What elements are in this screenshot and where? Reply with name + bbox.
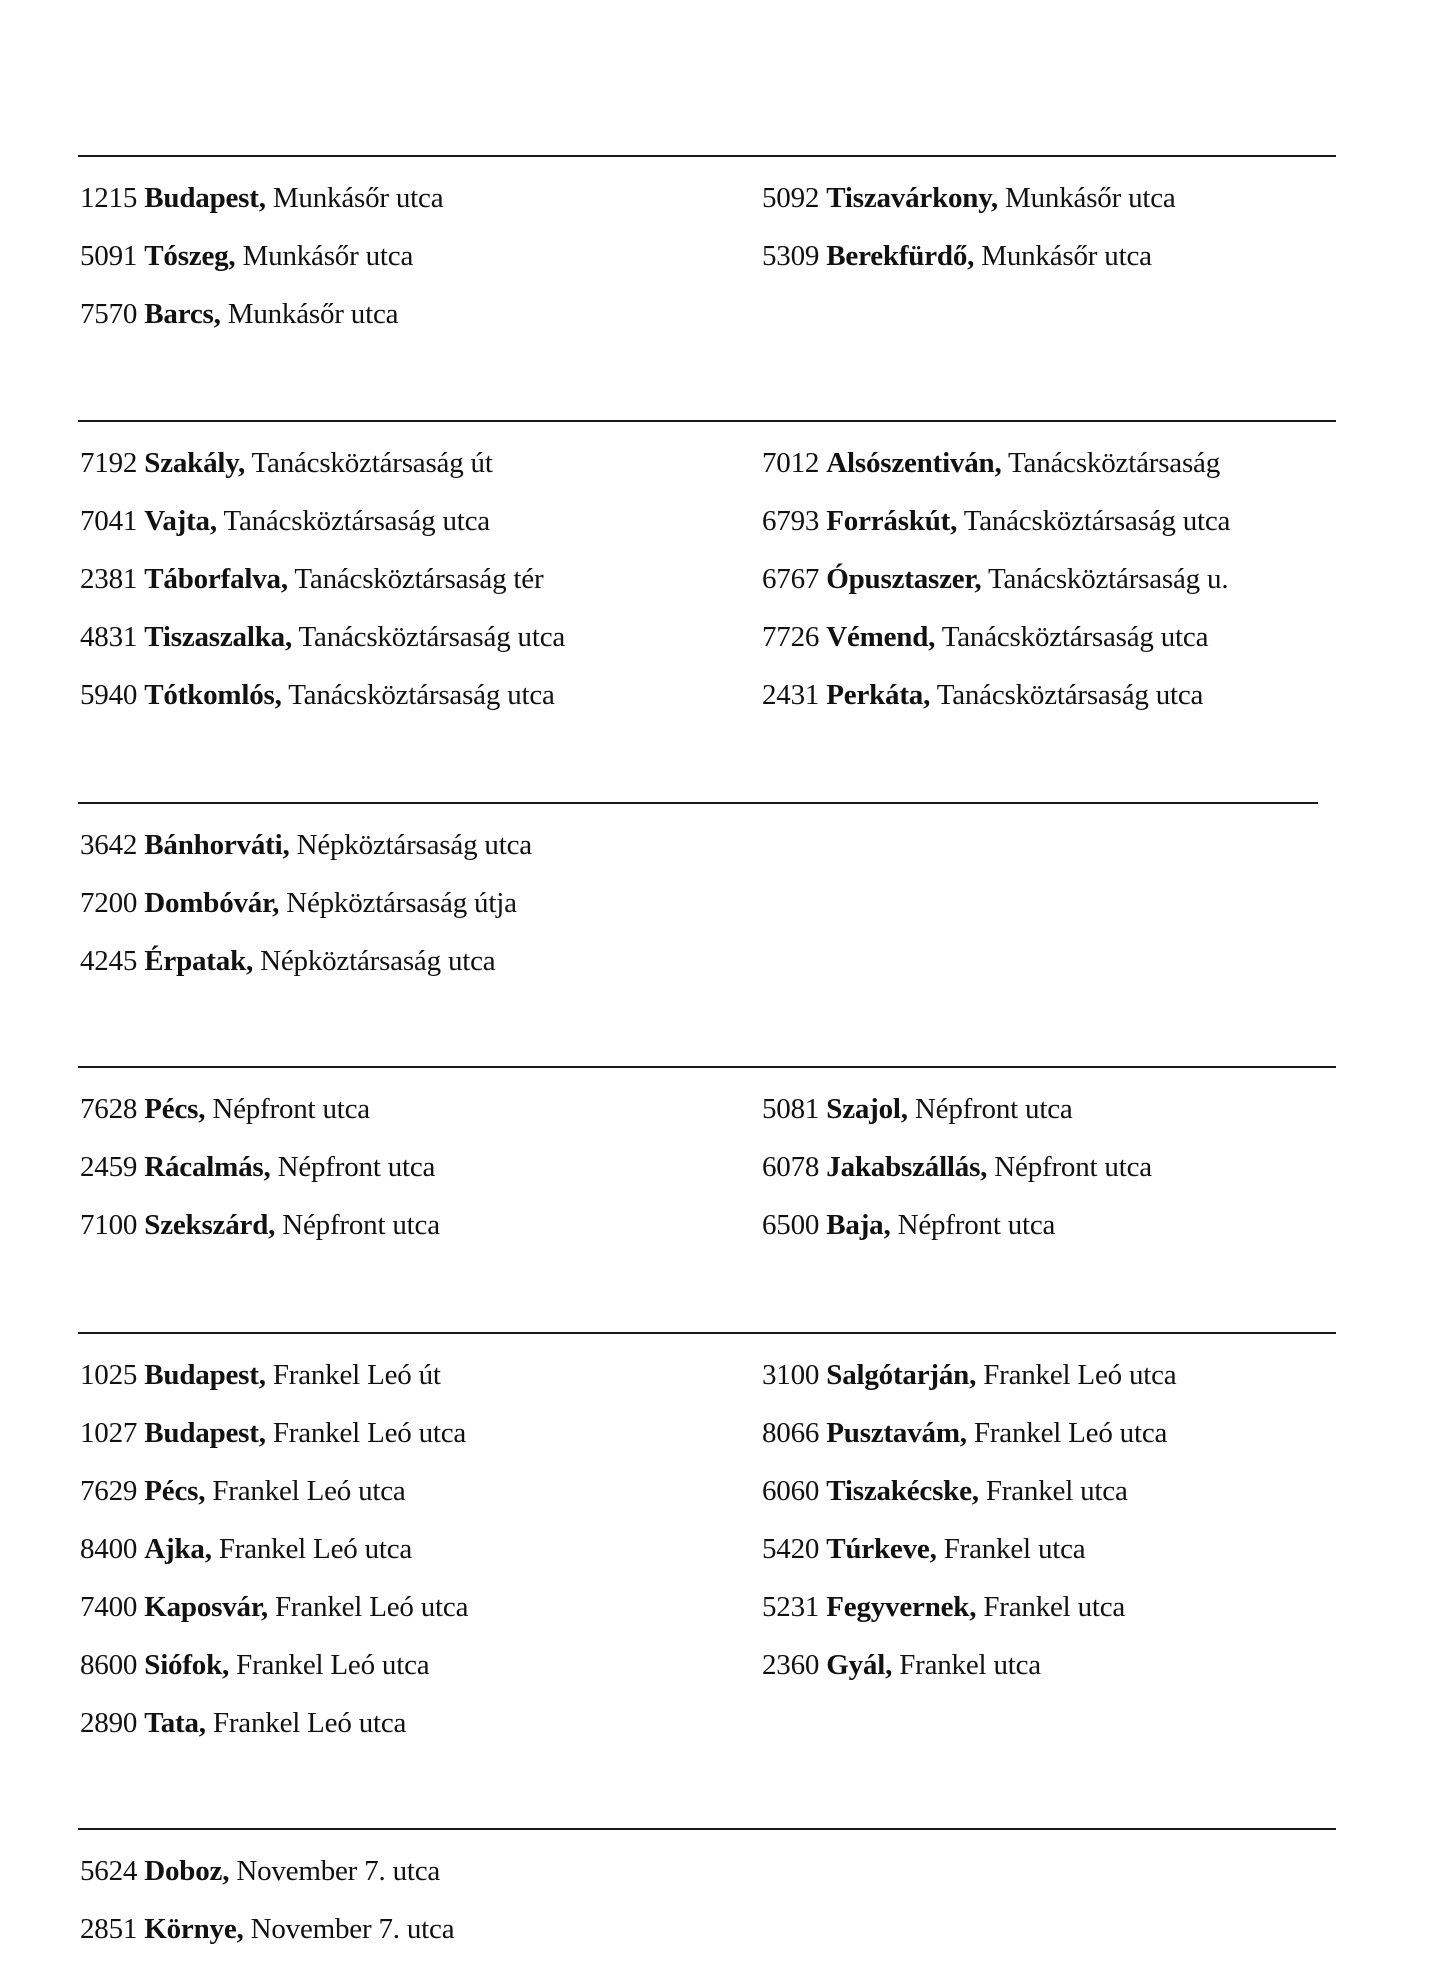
address-entry <box>80 562 543 596</box>
street-name: Frankel Leó utca <box>983 1359 1177 1391</box>
address-entry <box>762 1092 1073 1126</box>
postal-code: 5624 <box>80 1855 138 1887</box>
street-name: Frankel utca <box>983 1591 1126 1623</box>
city-name: Doboz, <box>144 1855 230 1887</box>
city-name: Berekfürdő, <box>826 240 975 272</box>
postal-code: 3642 <box>80 829 138 861</box>
city-name: Érpatak, <box>144 945 254 977</box>
address-entry <box>762 446 1220 480</box>
address-entry <box>80 181 443 215</box>
street-name: Tanácsköztársaság út <box>251 447 493 479</box>
street-name: Frankel Leó utca <box>218 1533 413 1565</box>
city-name: Környe, <box>144 1913 244 1945</box>
address-entry <box>80 1416 466 1450</box>
postal-code: 6767 <box>762 563 820 595</box>
city-name: Tata, <box>144 1707 206 1739</box>
city-name: Vajta, <box>144 505 217 537</box>
street-name: Frankel Leó utca <box>274 1591 469 1623</box>
address-entry <box>80 1706 406 1740</box>
street-name: Tanácsköztársaság u. <box>988 563 1229 595</box>
postal-code: 5081 <box>762 1093 820 1125</box>
city-name: Tiszakécske, <box>826 1475 979 1507</box>
postal-code: 2459 <box>80 1151 138 1183</box>
postal-code: 2381 <box>80 563 138 595</box>
address-entry <box>762 181 1176 215</box>
city-name: Táborfalva, <box>144 563 288 595</box>
postal-code: 7200 <box>80 887 138 919</box>
address-entry <box>762 1358 1176 1392</box>
postal-code: 1215 <box>80 182 138 214</box>
postal-code: 6793 <box>762 505 820 537</box>
city-name: Perkáta, <box>826 679 931 711</box>
address-entry <box>762 1416 1167 1450</box>
address-entry <box>762 504 1230 538</box>
street-name: November 7. utca <box>250 1913 455 1945</box>
address-entry <box>80 678 555 712</box>
postal-code: 7192 <box>80 447 138 479</box>
street-name: Tanácsköztársaság utca <box>941 621 1209 653</box>
street-name: Tanácsköztársaság utca <box>298 621 566 653</box>
address-entry <box>80 1648 429 1682</box>
address-entry <box>762 1532 1085 1566</box>
city-name: Szajol, <box>826 1093 908 1125</box>
address-entry <box>80 944 495 978</box>
address-entry <box>762 562 1228 596</box>
address-entry <box>80 1092 370 1126</box>
city-name: Pusztavám, <box>826 1417 967 1449</box>
postal-code: 6060 <box>762 1475 820 1507</box>
address-entry <box>762 1648 1041 1682</box>
postal-code: 5940 <box>80 679 138 711</box>
city-name: Tótkomlós, <box>144 679 282 711</box>
city-name: Barcs, <box>144 298 221 330</box>
street-name: Népfront utca <box>277 1151 436 1183</box>
section-divider-rule <box>78 802 1318 804</box>
street-name: Népfront utca <box>212 1093 370 1125</box>
city-name: Fegyvernek, <box>826 1591 977 1623</box>
postal-code: 7400 <box>80 1591 138 1623</box>
postal-code: 7570 <box>80 298 138 330</box>
city-name: Ópusztaszer, <box>826 563 982 595</box>
address-entry <box>80 239 413 273</box>
section-divider-rule <box>78 1332 1336 1334</box>
city-name: Budapest, <box>144 1417 266 1449</box>
address-entry <box>80 1150 435 1184</box>
address-entry <box>762 678 1203 712</box>
address-entry <box>80 1208 440 1242</box>
street-name: Tanácsköztársaság utca <box>936 679 1204 711</box>
street-name: Frankel Leó utca <box>212 1707 407 1739</box>
address-entry <box>80 297 398 331</box>
postal-code: 5309 <box>762 240 820 272</box>
city-name: Salgótarján, <box>826 1359 977 1391</box>
street-name: Frankel Leó utca <box>212 1475 406 1507</box>
street-name: Munkásőr utca <box>981 240 1152 272</box>
address-entry <box>80 504 490 538</box>
address-entry <box>762 1590 1125 1624</box>
postal-code: 5092 <box>762 182 820 214</box>
postal-code: 5091 <box>80 240 138 272</box>
city-name: Dombóvár, <box>144 887 280 919</box>
address-entry <box>762 1150 1152 1184</box>
city-name: Forráskút, <box>826 505 958 537</box>
city-name: Pécs, <box>144 1475 206 1507</box>
postal-code: 8066 <box>762 1417 820 1449</box>
address-entry <box>80 620 565 654</box>
postal-code: 2851 <box>80 1913 138 1945</box>
street-name: Népfront utca <box>282 1209 440 1241</box>
address-entry <box>80 1358 441 1392</box>
street-name: Frankel Leó utca <box>973 1417 1168 1449</box>
postal-code: 5231 <box>762 1591 820 1623</box>
postal-code: 8400 <box>80 1533 138 1565</box>
postal-code: 7726 <box>762 621 820 653</box>
section-divider-rule <box>78 1066 1336 1068</box>
city-name: Ajka, <box>144 1533 212 1565</box>
address-entry <box>762 239 1152 273</box>
street-name: Népfront utca <box>994 1151 1152 1183</box>
postal-code: 5420 <box>762 1533 820 1565</box>
postal-code: 6078 <box>762 1151 820 1183</box>
postal-code: 1027 <box>80 1417 138 1449</box>
city-name: Tiszaszalka, <box>144 621 292 653</box>
postal-code: 4831 <box>80 621 138 653</box>
street-name: Frankel Leó utca <box>272 1417 467 1449</box>
city-name: Siófok, <box>144 1649 230 1681</box>
street-name: November 7. utca <box>236 1855 441 1887</box>
postal-code: 2431 <box>762 679 820 711</box>
street-name: Tanácsköztársaság tér <box>294 563 544 595</box>
street-name: Munkásőr utca <box>1005 182 1176 214</box>
city-name: Baja, <box>826 1209 891 1241</box>
postal-code: 2890 <box>80 1707 138 1739</box>
postal-code: 3100 <box>762 1359 820 1391</box>
postal-code: 7100 <box>80 1209 138 1241</box>
city-name: Budapest, <box>144 1359 266 1391</box>
street-name: Népköztársaság utca <box>296 829 532 861</box>
city-name: Pécs, <box>144 1093 206 1125</box>
city-name: Szekszárd, <box>144 1209 276 1241</box>
city-name: Túrkeve, <box>826 1533 937 1565</box>
postal-code: 1025 <box>80 1359 138 1391</box>
street-name: Tanácsköztársaság utca <box>963 505 1231 537</box>
address-entry <box>80 1912 454 1946</box>
street-name: Munkásőr utca <box>227 298 399 330</box>
street-name: Népköztársaság útja <box>286 887 517 919</box>
city-name: Kaposvár, <box>144 1591 268 1623</box>
street-name: Frankel utca <box>899 1649 1041 1681</box>
address-entry <box>80 1474 406 1508</box>
address-entry <box>762 620 1208 654</box>
street-name: Népköztársaság utca <box>260 945 496 977</box>
address-entry <box>80 1532 412 1566</box>
address-entry <box>80 886 517 920</box>
postal-code: 4245 <box>80 945 138 977</box>
postal-code: 6500 <box>762 1209 820 1241</box>
street-name: Frankel utca <box>985 1475 1128 1507</box>
postal-code: 7629 <box>80 1475 138 1507</box>
street-name: Tanácsköztársaság <box>1008 447 1221 479</box>
address-entry <box>80 1854 440 1888</box>
section-divider-rule <box>78 1828 1336 1830</box>
section-divider-rule <box>78 155 1336 157</box>
postal-code: 7041 <box>80 505 138 537</box>
section-divider-rule <box>78 420 1336 422</box>
postal-code: 7628 <box>80 1093 138 1125</box>
city-name: Tószeg, <box>144 240 236 272</box>
street-name: Népfront utca <box>914 1093 1073 1125</box>
city-name: Alsószentiván, <box>826 447 1002 479</box>
address-entry <box>80 828 532 862</box>
address-entry <box>80 1590 468 1624</box>
address-entry <box>762 1208 1055 1242</box>
city-name: Vémend, <box>826 621 936 653</box>
city-name: Rácalmás, <box>144 1151 271 1183</box>
city-name: Jakabszállás, <box>826 1151 988 1183</box>
street-name: Népfront utca <box>897 1209 1056 1241</box>
postal-code: 7012 <box>762 447 820 479</box>
postal-code: 8600 <box>80 1649 138 1681</box>
city-name: Budapest, <box>144 182 266 214</box>
street-name: Frankel utca <box>943 1533 1086 1565</box>
street-name: Tanácsköztársaság utca <box>288 679 555 711</box>
address-entry <box>80 446 493 480</box>
city-name: Bánhorváti, <box>144 829 290 861</box>
street-name: Frankel Leó út <box>272 1359 441 1391</box>
address-entry <box>762 1474 1128 1508</box>
street-name: Munkásőr utca <box>272 182 444 214</box>
street-name: Frankel Leó utca <box>236 1649 430 1681</box>
street-name: Munkásőr utca <box>242 240 414 272</box>
city-name: Tiszavárkony, <box>826 182 998 214</box>
city-name: Gyál, <box>826 1649 893 1681</box>
postal-code: 2360 <box>762 1649 820 1681</box>
street-name: Tanácsköztársaság utca <box>223 505 490 537</box>
city-name: Szakály, <box>144 447 246 479</box>
